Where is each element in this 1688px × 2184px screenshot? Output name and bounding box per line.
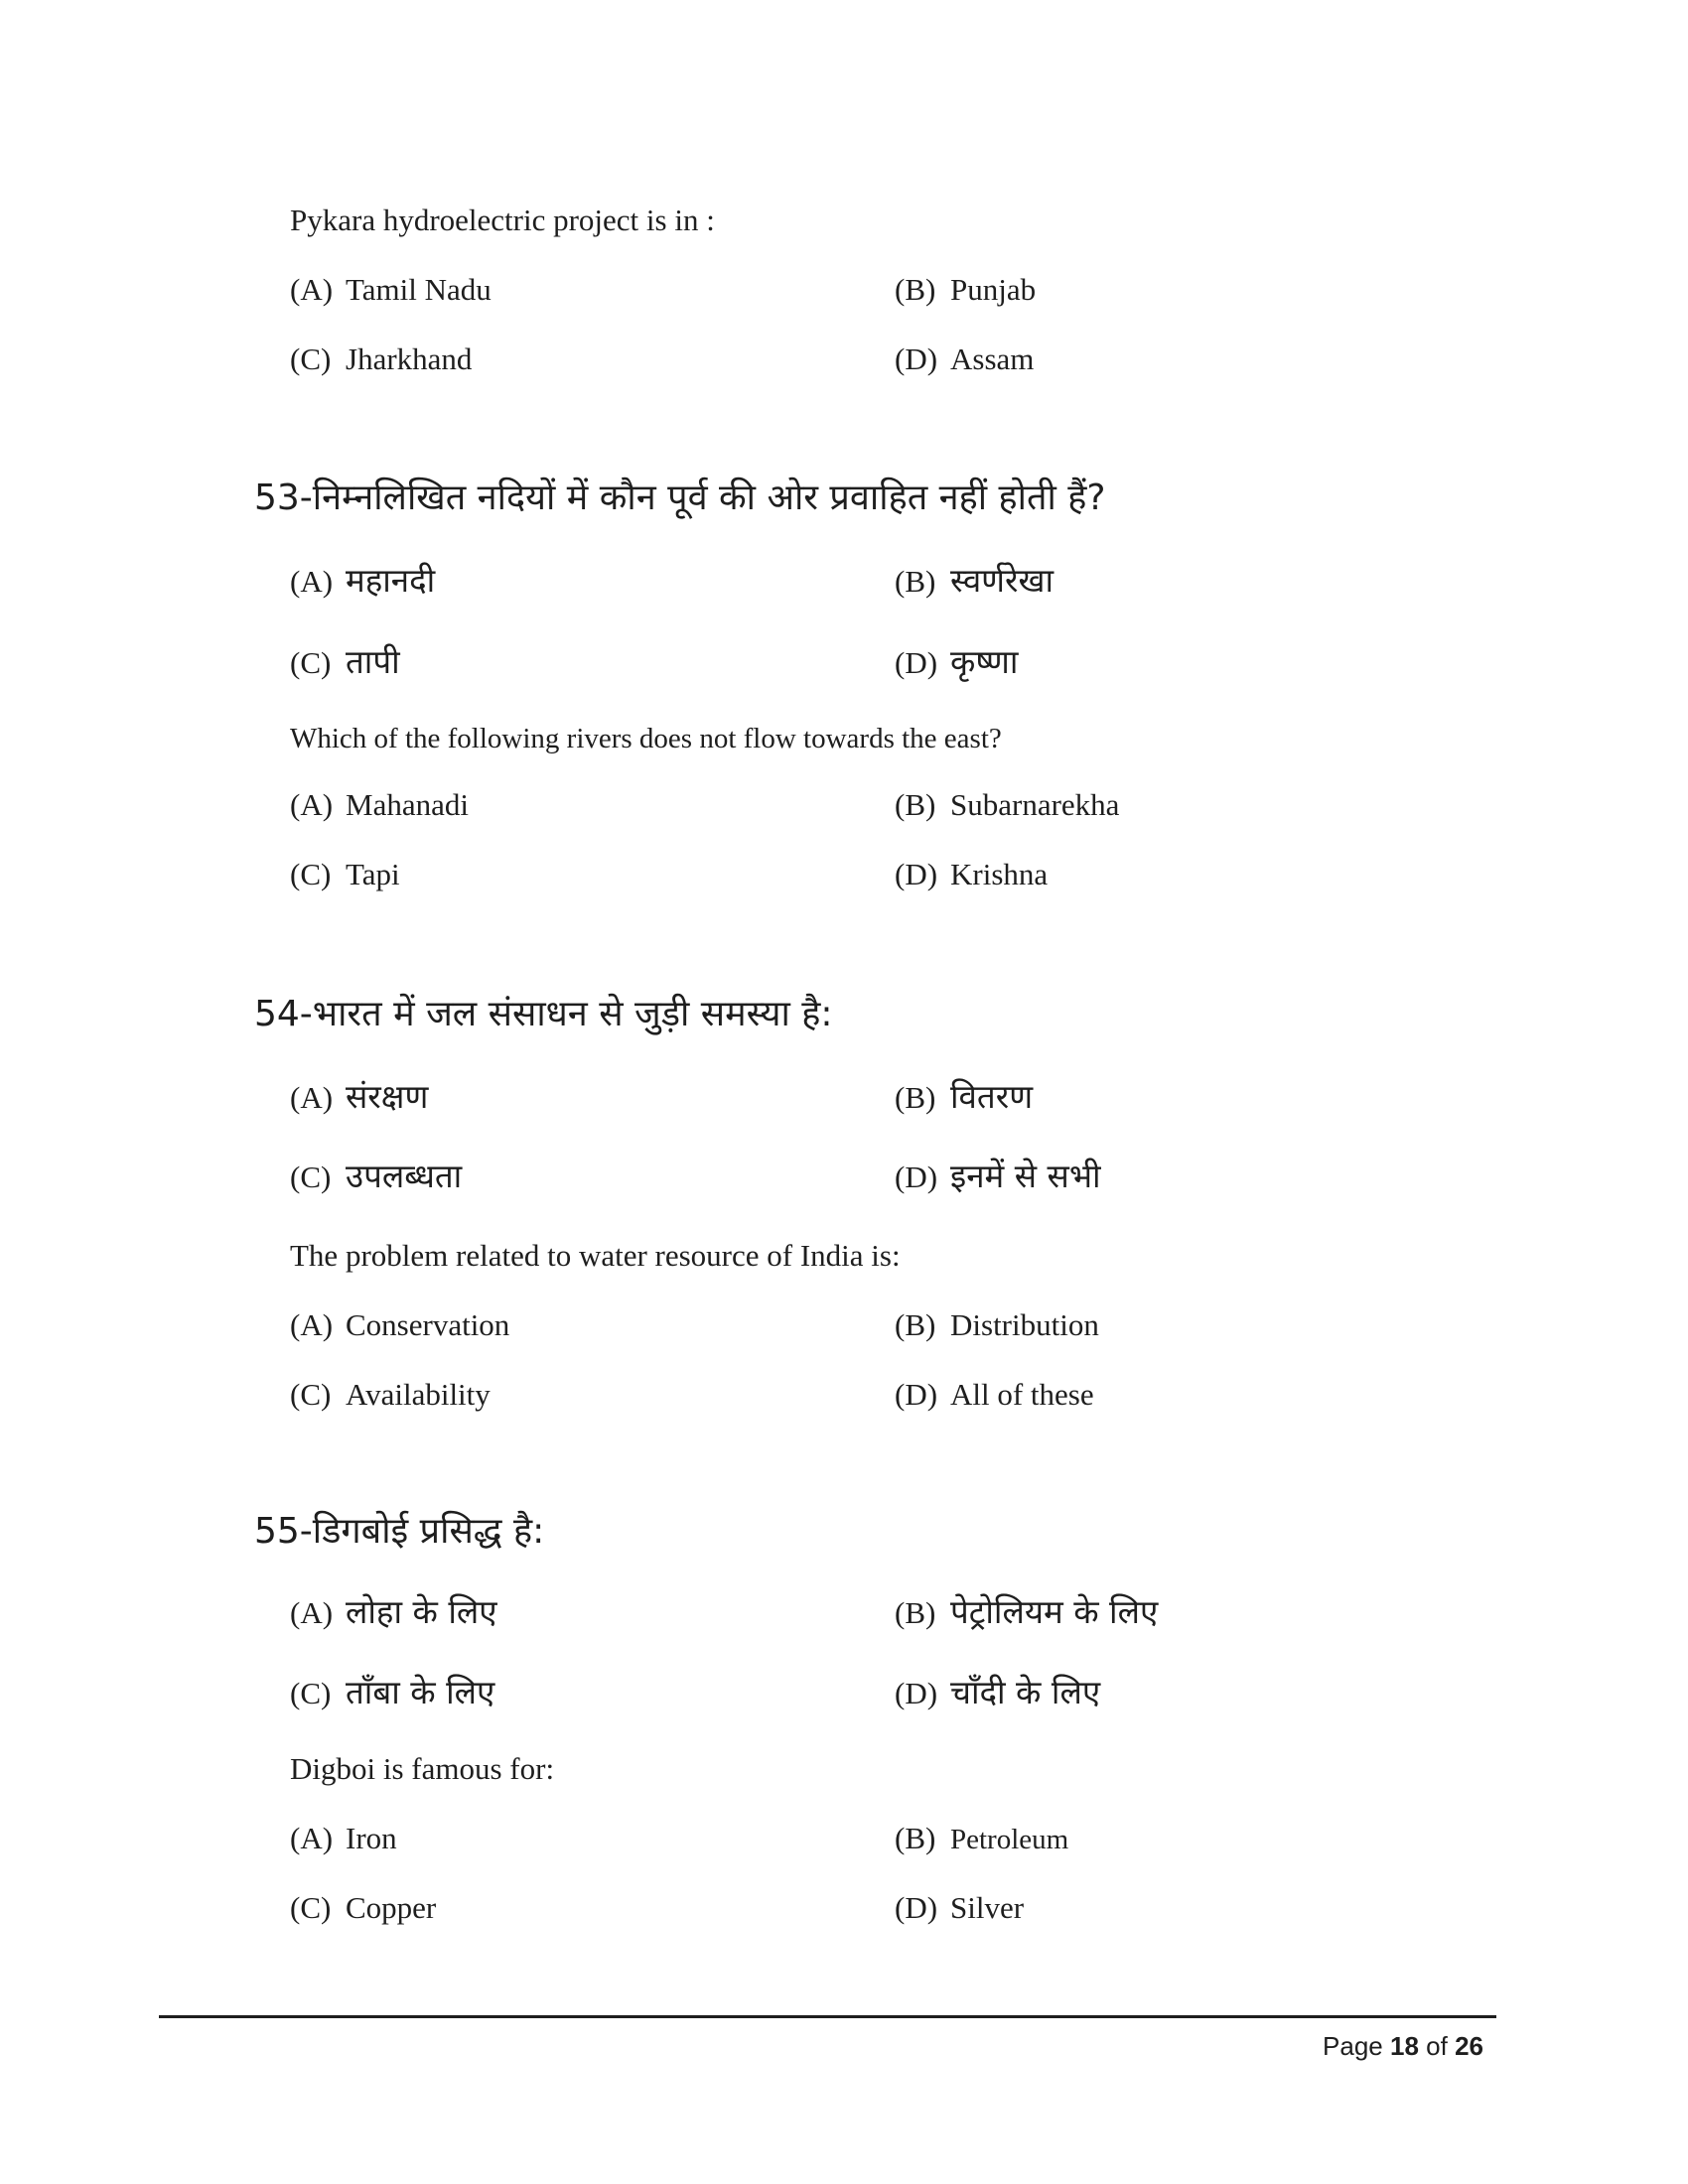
option-a-hindi: (A) महानदी — [290, 561, 436, 600]
option-b: (B) Subarnarekha — [895, 787, 1120, 822]
option-a-hindi: (A) संरक्षण — [290, 1077, 429, 1116]
option-b-hindi: (B) पेट्रोलियम के लिए — [895, 1592, 1159, 1631]
option-d-hindi: (D) चाँदी के लिए — [895, 1673, 1101, 1711]
option-c: (C) Copper — [290, 1890, 437, 1925]
option-b: (B) Distribution — [895, 1307, 1099, 1342]
page-number: Page 18 of 26 — [1323, 2031, 1483, 2061]
option-b: (B) Petroleum — [895, 1821, 1069, 1855]
option-d: (D) Assam — [895, 341, 1035, 376]
option-d: (D) Silver — [895, 1890, 1025, 1925]
question-55-hindi: 55-डिगबोई प्रसिद्ध है: — [254, 1511, 545, 1552]
option-a: (A) Mahanadi — [290, 787, 469, 822]
option-b-hindi: (B) स्वर्णरेखा — [895, 561, 1055, 600]
question-54-hindi: 54-भारत में जल संसाधन से जुड़ी समस्या है: — [254, 994, 833, 1034]
option-c: (C) Tapi — [290, 857, 400, 891]
question-53-english: Which of the following rivers does not flow towards the east? — [290, 723, 1002, 754]
option-d-hindi: (D) इनमें से सभी — [895, 1157, 1101, 1195]
option-a: (A) Iron — [290, 1821, 397, 1855]
option-c: (C) Jharkhand — [290, 341, 473, 376]
option-d: (D) Krishna — [895, 857, 1049, 891]
option-a: (A) Conservation — [290, 1307, 510, 1342]
option-c: (C) Availability — [290, 1377, 491, 1412]
option-a-hindi: (A) लोहा के लिए — [290, 1592, 497, 1631]
option-d-hindi: (D) कृष्णा — [895, 642, 1019, 681]
option-b: (B) Punjab — [895, 272, 1037, 307]
question-54-english: The problem related to water resource of India is: — [290, 1238, 901, 1273]
question-55-english: Digboi is famous for: — [290, 1751, 555, 1786]
option-d: (D) All of these — [895, 1377, 1094, 1412]
option-c-hindi: (C) उपलब्धता — [290, 1157, 463, 1195]
option-c-hindi: (C) तापी — [290, 642, 400, 681]
footer-rule — [159, 2015, 1496, 2018]
question-text: Pykara hydroelectric project is in : — [290, 203, 715, 237]
option-b-hindi: (B) वितरण — [895, 1077, 1034, 1116]
option-c-hindi: (C) ताँबा के लिए — [290, 1673, 495, 1711]
option-a: (A) Tamil Nadu — [290, 272, 492, 307]
question-53-hindi: 53-निम्नलिखित नदियों में कौन पूर्व की ओर प्रवाहित नहीं होती हैं? — [254, 478, 1106, 518]
